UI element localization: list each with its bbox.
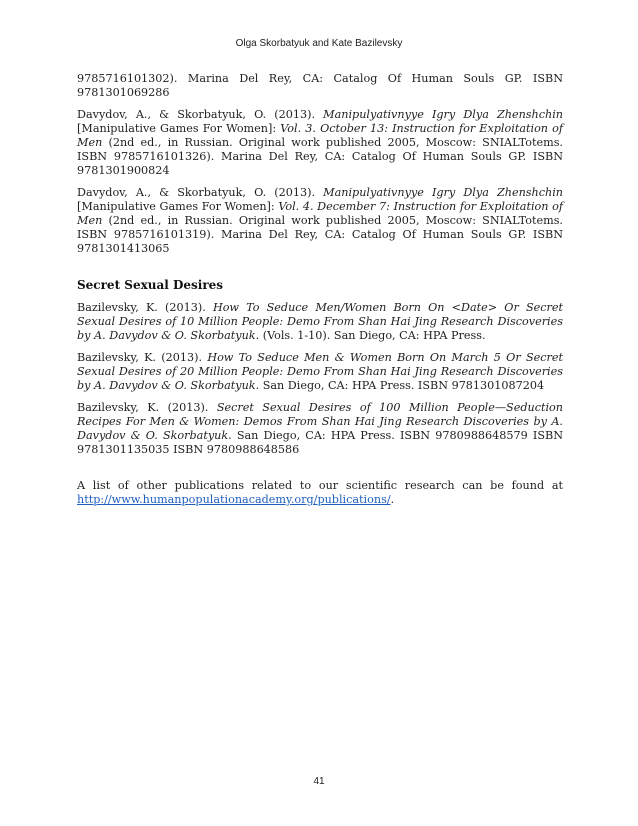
reference-authors: Davydov, A., & Skorbatyuk, O. (2013). [77,186,324,199]
reference-translation: [Manipulative Games For Women]: [77,122,281,135]
page-number: 41 [313,776,325,787]
reference-title: How To Seduce Men/Women Born On <Date> Or Secret Sexual Desires of 10 Million People: Demo From Shan Hai Jing Research Discoveries by A. Davydov & O. Skorbatyuk [77,301,563,342]
reference-entry [77,72,563,100]
reference-entry [77,186,563,256]
publications-link[interactable]: http://www.humanpopulationacademy.org/publications/ [77,493,391,506]
reference-title: Secret Sexual Desires of 100 Million People—Seduction Recipes For Men & Women: Demos From Shan Hai Jing Research Discoveries by A. Davydov & O. Skorbatyuk [77,401,563,442]
reference-entry [77,401,563,457]
reference-publication: (2nd ed., in Russian. Original work published 2005, Moscow: SNIALTotems. ISBN 9785716101319). Marina Del Rey, CA: Catalog Of Human Souls GP. ISBN 9781301413065 [77,214,563,255]
reference-authors: Bazilevsky, K. (2013). [77,401,217,414]
running-header: Olga Skorbatyuk and Kate Bazilevsky [235,38,403,49]
reference-authors: Bazilevsky, K. (2013). [77,301,213,314]
reference-publication: (2nd ed., in Russian. Original work published 2005, Moscow: SNIALTotems. ISBN 9785716101326). Marina Del Rey, CA: Catalog Of Human Souls GP. ISBN 9781301900824 [77,136,563,177]
reference-title: Manipulyativnyye Igry Dlya Zhenshchin [323,108,563,121]
reference-entry [77,108,563,178]
reference-volume: Vol. 3. October 13: Instruction for Exploitation of Men [77,122,564,149]
reference-authors: Davydov, A., & Skorbatyuk, O. (2013). [77,108,324,121]
reference-publication: . San Diego, CA: HPA Press. ISBN 9781301087204 [255,379,545,392]
closing-paragraph [77,479,563,507]
reference-title: Manipulyativnyye Igry Dlya Zhenshchin [323,186,563,199]
reference-entry [77,351,563,393]
reference-publication: . San Diego, CA: HPA Press. ISBN 9780988648579 ISBN 9781301135035 ISBN 9780988648586 [77,429,563,456]
reference-authors: Bazilevsky, K. (2013). [77,351,208,364]
reference-publication: . (Vols. 1-10). San Diego, CA: HPA Press. [255,329,486,342]
reference-volume: Vol. 4. December 7: Instruction for Exploitation of Men [77,200,563,227]
section-heading: Secret Sexual Desires [77,278,224,292]
closing-text: A list of other publications related to our scientific research can be found at [77,479,563,492]
reference-title: How To Seduce Men & Women Born On March 5 Or Secret Sexual Desires of 20 Million People: Demo From Shan Hai Jing Research Discoveries by A. Davydov & O. Skorbatyuk [77,351,563,392]
reference-text: 9785716101302). Marina Del Rey, CA: Catalog Of Human Souls GP. ISBN 9781301069286 [77,72,563,99]
page-body [77,72,563,515]
reference-entry [77,301,563,343]
closing-period: . [390,493,395,506]
reference-translation: [Manipulative Games For Women]: [77,200,279,213]
